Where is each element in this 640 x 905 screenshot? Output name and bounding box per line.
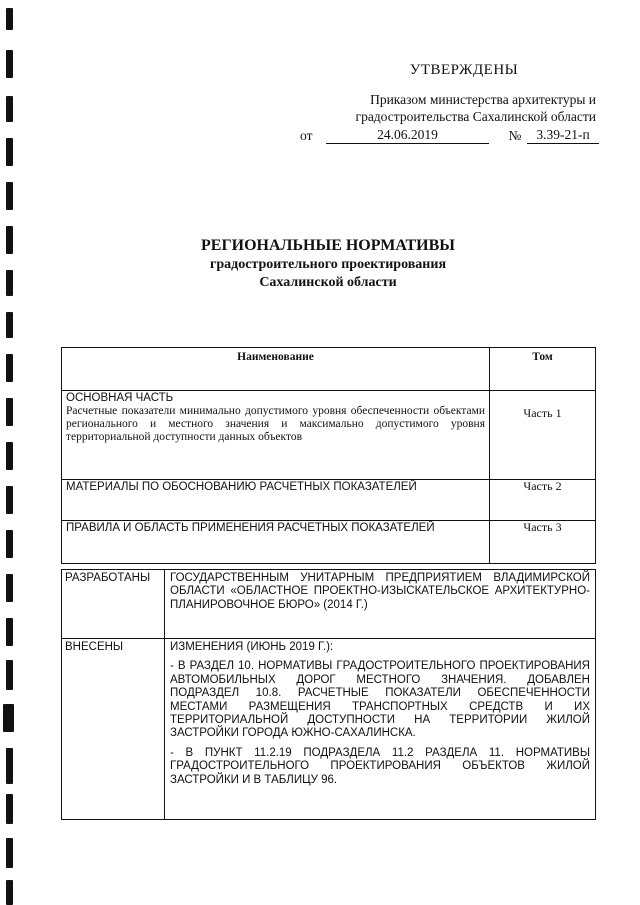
amended-item-1: - В РАЗДЕЛ 10. НОРМАТИВЫ ГРАДОСТРОИТЕЛЬНОГО ПРОЕКТИРОВАНИЯ АВТОМОБИЛЬНЫХ ДОРОГ МЕСТНОГО ЗНАЧЕНИЯ. ДОБАВЛЕН ПОДРАЗДЕЛ 10.8. РАСЧЕТНЫЕ ПОКАЗАТЕЛИ ОБЕСПЕЧЕННОСТИ МЕСТАМИ РАЗМЕЩЕНИЯ ТРАНСПОРТНЫХ СРЕДСТВ И ИХ ТЕРРИТОРИАЛЬНОЙ ДОСТУПНОСТИ НА ТЕРРИТОРИИ ЖИЛОЙ ЗАСТРОЙКИ ГОРОДА ЮЖНО-САХАЛИНСКА.	[170, 660, 590, 740]
row-title: МАТЕРИАЛЫ ПО ОБОСНОВАНИЮ РАСЧЕТНЫХ ПОКАЗАТЕЛЕЙ	[66, 481, 417, 493]
document-title-line-1: РЕГИОНАЛЬНЫЕ НОРМАТИВЫ	[201, 237, 455, 254]
info-table	[61, 569, 596, 820]
approval-date: 24.06.2019	[326, 126, 489, 144]
row-volume: Часть 1	[490, 391, 596, 480]
document-title	[60, 236, 596, 292]
amended-heading: ИЗМЕНЕНИЯ (ИЮНЬ 2019 Г.):	[170, 641, 334, 653]
amended-label: ВНЕСЕНЫ	[62, 639, 165, 820]
approval-number: 3.39-21-п	[527, 126, 599, 144]
header-volume: Том	[490, 348, 596, 391]
approval-date-line	[300, 126, 600, 144]
amended-value	[165, 639, 596, 820]
contents-header-row	[62, 348, 596, 391]
approval-stamp	[300, 62, 600, 144]
row-description: Расчетные показатели минимально допустимого уровня обеспеченности объектами регионального и местного значения и максимально допустимого уровня территориальной доступности данных объектов	[66, 405, 485, 443]
number-label: №	[508, 128, 522, 143]
table-row	[62, 480, 596, 521]
approval-line-2: градостроительства Сахалинской области	[355, 109, 596, 124]
document-title-line-3: Сахалинской области	[259, 275, 397, 290]
table-row	[62, 639, 596, 820]
row-volume: Часть 2	[490, 480, 596, 521]
row-name-cell	[62, 480, 490, 521]
header-name: Наименование	[62, 348, 490, 391]
document-title-line-2: градостроительного проектирования	[209, 257, 447, 272]
row-title: ОСНОВНАЯ ЧАСТЬ	[66, 392, 174, 404]
developed-value: ГОСУДАРСТВЕННЫМ УНИТАРНЫМ ПРЕДПРИЯТИЕМ ВЛАДИМИРСКОЙ ОБЛАСТИ «ОБЛАСТНОЕ ПРОЕКТНО-ИЗЫСКАТЕЛЬСКОЕ АРХИТЕКТУРНО-ПЛАНИРОВОЧНОЕ БЮРО» (2014 Г.)	[165, 570, 596, 639]
row-name-cell	[62, 391, 490, 480]
approval-line-1: Приказом министерства архитектуры и	[370, 92, 596, 107]
date-label: от	[300, 128, 313, 143]
contents-table	[61, 347, 596, 564]
row-name-cell	[62, 521, 490, 564]
binder-marks	[0, 0, 20, 905]
table-row	[62, 570, 596, 639]
row-title: ПРАВИЛА И ОБЛАСТЬ ПРИМЕНЕНИЯ РАСЧЕТНЫХ ПОКАЗАТЕЛЕЙ	[66, 522, 435, 534]
developed-label: РАЗРАБОТАНЫ	[62, 570, 165, 639]
row-volume: Часть 3	[490, 521, 596, 564]
amended-item-2: - В ПУНКТ 11.2.19 ПОДРАЗДЕЛА 11.2 РАЗДЕЛА 11. НОРМАТИВЫ ГРАДОСТРОИТЕЛЬНОГО ПРОЕКТИРОВАНИЯ ОБЪЕКТОВ ЖИЛОЙ ЗАСТРОЙКИ И В ТАБЛИЦУ 96.	[170, 746, 590, 786]
table-row	[62, 391, 596, 480]
approval-title: УТВЕРЖДЕНЫ	[409, 62, 519, 78]
table-row	[62, 521, 596, 564]
